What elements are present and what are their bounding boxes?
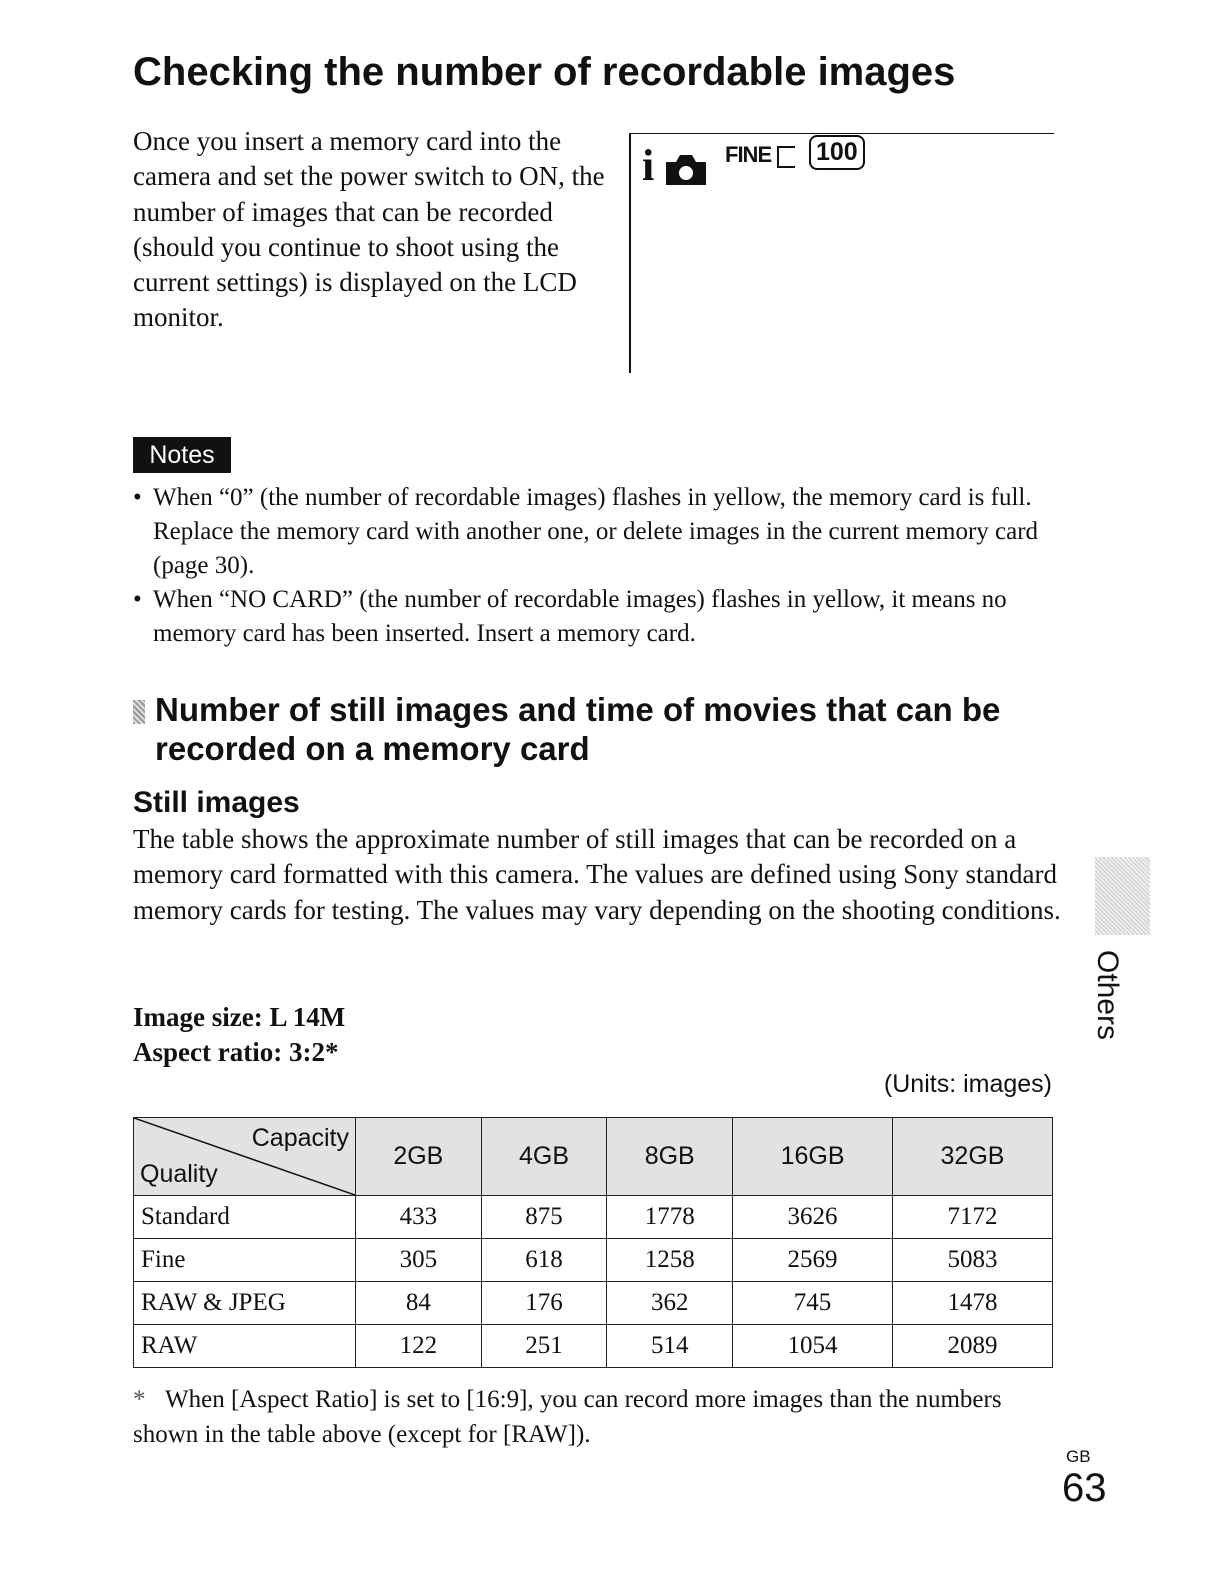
notes-list <box>133 481 1053 651</box>
footnote <box>133 1382 1033 1452</box>
column-header: 32GB <box>893 1118 1053 1196</box>
subheading: Still images <box>133 786 300 819</box>
quality-cell: RAW & JPEG <box>134 1282 356 1325</box>
image-settings <box>133 1000 345 1070</box>
recordable-images-table <box>133 1117 1053 1368</box>
footnote-mark: * <box>133 1386 146 1413</box>
value-cell: 176 <box>481 1282 607 1325</box>
value-cell: 2089 <box>893 1325 1053 1368</box>
value-cell: 5083 <box>893 1239 1053 1282</box>
value-cell: 3626 <box>733 1196 893 1239</box>
section-heading <box>133 690 1073 768</box>
value-cell: 7172 <box>893 1196 1053 1239</box>
value-cell: 305 <box>356 1239 482 1282</box>
single-shot-drive-icon <box>777 146 795 168</box>
note-item: • When “0” (the number of recordable images) flashes in yellow, the memory card is full. Replace the memory card with another one, or delete images in the current memory card (page 30). <box>133 481 1053 583</box>
table-row <box>134 1239 1053 1282</box>
value-cell: 514 <box>607 1325 733 1368</box>
value-cell: 1258 <box>607 1239 733 1282</box>
region-code: GB <box>1066 1447 1091 1466</box>
table-row <box>134 1196 1053 1239</box>
value-cell: 362 <box>607 1282 733 1325</box>
value-cell: 2569 <box>733 1239 893 1282</box>
units-label: (Units: images) <box>883 1070 1052 1098</box>
value-cell: 433 <box>356 1196 482 1239</box>
capacity-label: Capacity <box>251 1124 349 1152</box>
image-size: Image size: L 14M <box>133 1002 346 1032</box>
value-cell: 251 <box>481 1325 607 1368</box>
quality-cell: Standard <box>134 1196 356 1239</box>
value-cell: 1778 <box>607 1196 733 1239</box>
column-header: 8GB <box>607 1118 733 1196</box>
value-cell: 1054 <box>733 1325 893 1368</box>
footnote-text: When [Aspect Ratio] is set to [16:9], you can record more images than the numbers shown in the table above (except for [RAW]). <box>133 1386 1002 1448</box>
side-tab-marker <box>1095 857 1150 935</box>
side-tab-label: Others <box>1091 950 1124 1041</box>
value-cell: 618 <box>481 1239 607 1282</box>
notes-badge: Notes <box>133 437 231 473</box>
value-cell: 84 <box>356 1282 482 1325</box>
camera-icon <box>664 152 708 191</box>
quality-cell: Fine <box>134 1239 356 1282</box>
value-cell: 1478 <box>893 1282 1053 1325</box>
note-item: • When “NO CARD” (the number of recordable images) flashes in yellow, it means no memory card has been inserted. Insert a memory card. <box>133 583 1053 651</box>
value-cell: 745 <box>733 1282 893 1325</box>
section-heading-line: Number of still images and time of movies that can be <box>155 691 1001 728</box>
value-cell: 875 <box>481 1196 607 1239</box>
intro-paragraph: Once you insert a memory card into the camera and set the power switch to ON, the number of images that can be recorded (should you continue to shoot using the current settings) is displayed on the LCD monitor. <box>133 126 605 333</box>
lcd-quality-label: FINE <box>725 142 772 167</box>
column-header: 2GB <box>356 1118 482 1196</box>
table-row <box>134 1282 1053 1325</box>
page-title: Checking the number of recordable images <box>133 50 956 94</box>
quality-cell: RAW <box>134 1325 356 1368</box>
section-paragraph: The table shows the approximate number of still images that can be recorded on a memory card formatted with this camera. The values are defined using Sony standard memory cards for testing. The values may vary depending on the shooting conditions. <box>133 824 1061 925</box>
column-header: 16GB <box>733 1118 893 1196</box>
lcd-recordable-count: 100 <box>809 135 865 170</box>
aspect-ratio: Aspect ratio: 3:2* <box>133 1037 339 1067</box>
lcd-mode-label: i <box>642 141 655 190</box>
value-cell: 122 <box>356 1325 482 1368</box>
table-row <box>134 1325 1053 1368</box>
corner-header <box>134 1118 356 1196</box>
column-header: 4GB <box>481 1118 607 1196</box>
table-header-row <box>134 1118 1053 1196</box>
page-number: 63 <box>1062 1466 1107 1510</box>
quality-label: Quality <box>140 1160 218 1188</box>
section-heading-line: recorded on a memory card <box>155 730 590 767</box>
